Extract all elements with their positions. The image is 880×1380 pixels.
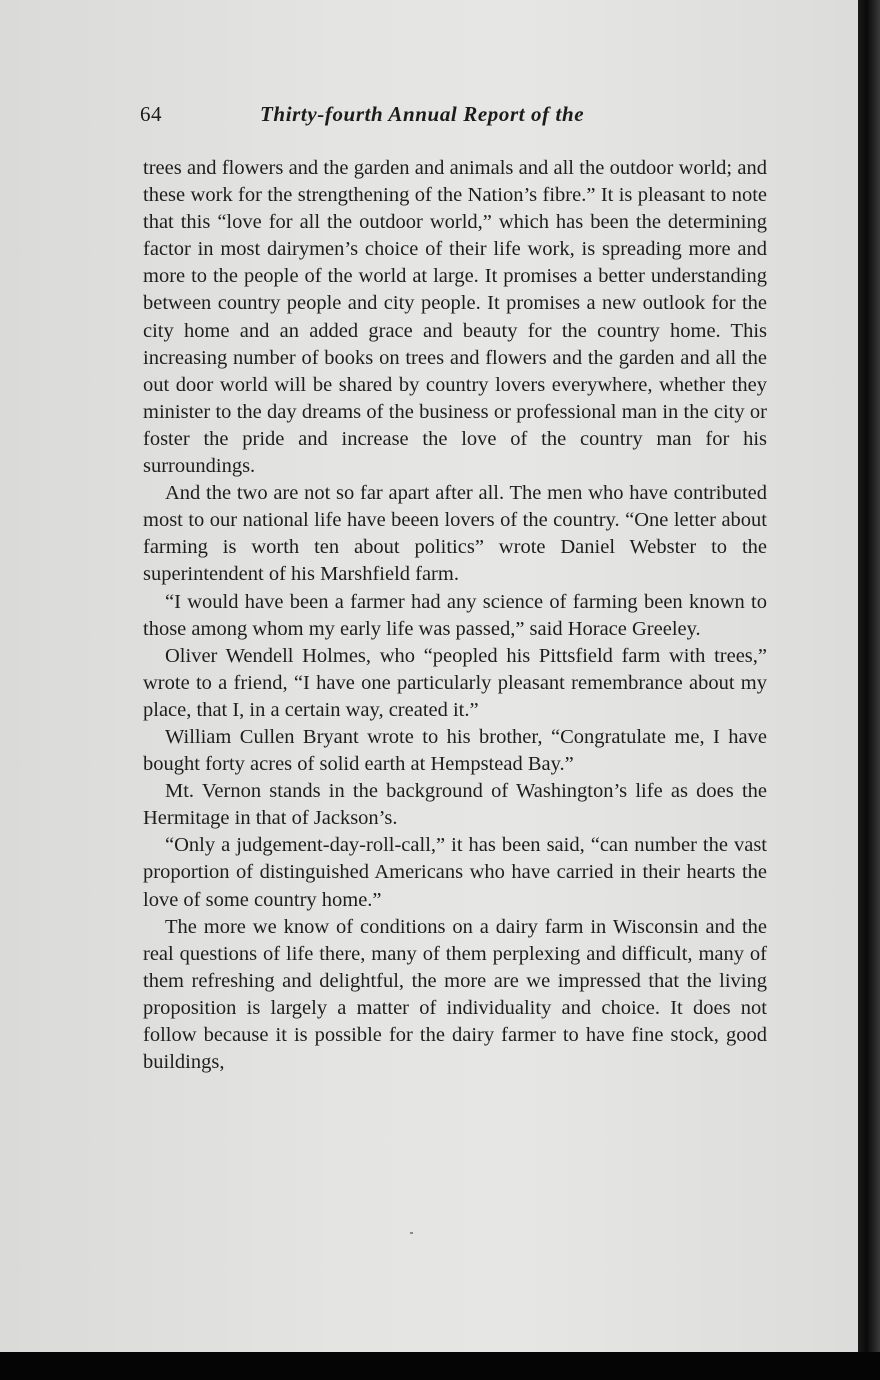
paragraph: Oliver Wendell Holmes, who “peopled his Pittsfield farm with trees,” wrote to a friend, “I have one particularly pleasant remembrance about my place, that I, in a certain way, created it.” [143,644,767,721]
body-text [143,155,767,1076]
paragraph: “Only a judgement-day-roll-call,” it has been said, “can number the vast proportion of distinguished Americans who have carried in their hearts the love of some country home.” [143,834,767,911]
paragraph: trees and flowers and the garden and animals and all the outdoor world; and these work for the strengthening of the Nation’s fibre.” It is pleasant to note that this “love for all the outdoor world,” which has been the determining factor in most dairymen’s choice of their life work, is spreading more and more to the people of the world at large. It promises a better understanding between country people and city people. It promises a new outlook for the city home and an added grace and beauty for the country home. This increasing number of books on trees and flowers and the garden and all the out door world will be shared by country lovers everywhere, whether they minister to the day dreams of the business or professional man in the city or foster the pride and increase the love of the country man for his surroundings. [143,157,767,478]
paragraph: William Cullen Bryant wrote to his brother, “Congratulate me, I have bought forty acres of solid earth at Hempstead Bay.” [143,725,767,776]
page-header [140,102,770,132]
paragraph: “I would have been a farmer had any science of farming been known to those among whom my early life was passed,” said Horace Greeley. [143,590,767,640]
print-speck [410,1232,413,1234]
scan-edge-right [858,0,880,1352]
paragraph: And the two are not so far apart after all. The men who have contributed most to our national life have beeen lovers of the country. “One letter about farming is worth ten about politics” wrote Daniel Webster to the superintendent of his Marshfield farm. [143,482,767,586]
scan-edge-bottom [0,1352,880,1380]
page-number: 64 [140,102,162,126]
paragraph: Mt. Vernon stands in the background of Washington’s life as does the Hermitage in that of Jackson’s. [143,780,767,830]
paragraph: The more we know of conditions on a dairy farm in Wisconsin and the real questions of life there, many of them perplexing and difficult, many of them refreshing and delightful, the more are we impressed that the living proposition is largely a matter of individuality and choice. It does not follow because it is possible for the dairy farmer to have fine stock, good buildings, [143,915,767,1074]
running-title: Thirty-fourth Annual Report of the [260,102,585,126]
